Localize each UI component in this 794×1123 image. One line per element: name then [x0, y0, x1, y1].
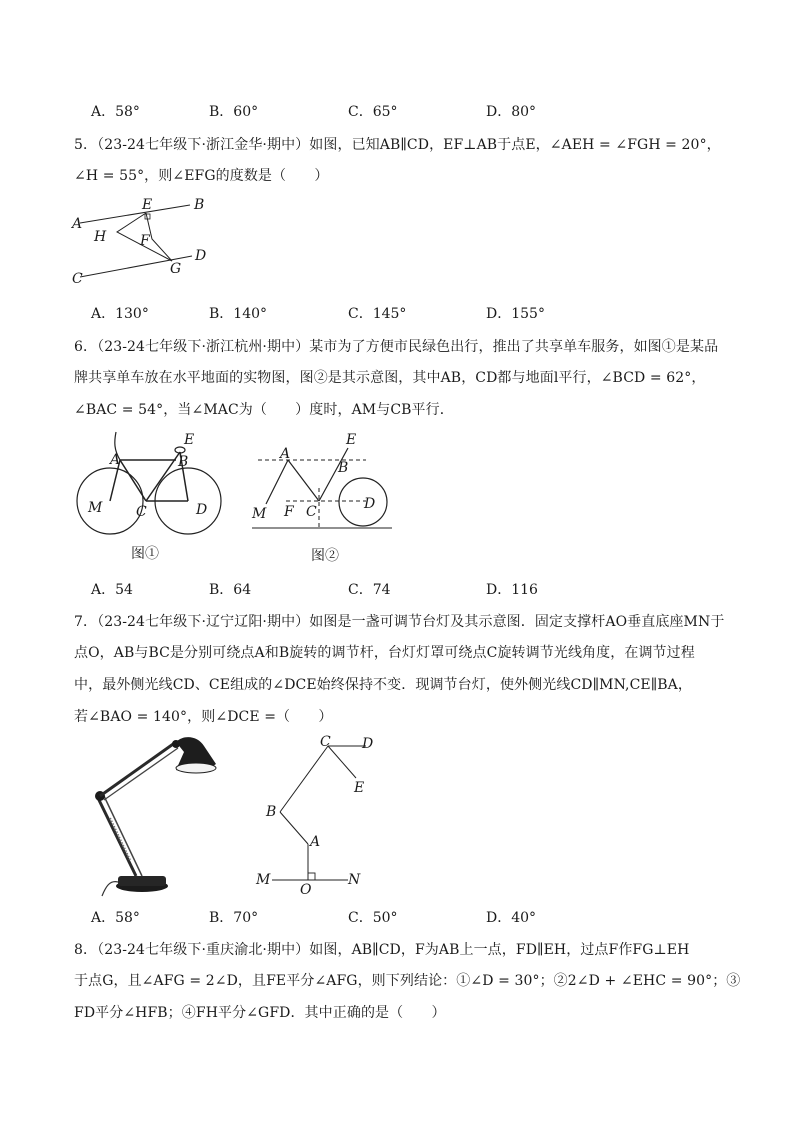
q7-label-c: C: [320, 734, 331, 750]
q7-option-d[interactable]: D．40°: [486, 910, 537, 926]
q5-option-c[interactable]: C．145°: [348, 306, 407, 322]
q8-stem-line-2: 于点G，且∠AFG = 2∠D，且FE平分∠AFG，则下列结论：①∠D = 30°；②2∠D + ∠EHC = 90°；③: [74, 973, 741, 989]
q6-fig2-label-b: B: [338, 460, 349, 476]
q5-label-f: F: [140, 233, 150, 249]
q4-option-a[interactable]: A．58°: [91, 104, 140, 120]
q7-stem-line-1: 7．（23-24七年级下·辽宁辽阳·期中）如图是一盏可调节台灯及其示意图．固定支撑杆AO垂直底座MN于: [74, 614, 725, 630]
q6-fig1-label-e: E: [184, 432, 195, 448]
q6-option-d[interactable]: D．116: [486, 582, 538, 598]
q5-label-g: G: [170, 261, 182, 277]
q7-figure: [252, 732, 392, 902]
q6-fig2-label-e: E: [346, 432, 357, 448]
q6-figure-2-caption: 图②: [311, 548, 339, 564]
q5-label-a: A: [72, 216, 83, 232]
q6-stem-line-2: 牌共享单车放在水平地面的实物图，图②是其示意图，其中AB，CD都与地面l平行，∠BCD = 62°，: [74, 370, 706, 386]
q8-stem-line-1: 8．（23-24七年级下·重庆渝北·期中）如图，AB∥CD，F为AB上一点，FD∥EH，过点F作FG⊥EH: [74, 942, 690, 958]
q7-stem-line-3: 中，最外侧光线CD、CE组成的∠DCE始终保持不变．现调节台灯，使外侧光线CD∥MN,CE∥BA，: [74, 677, 692, 693]
q5-figure: [70, 195, 220, 285]
q7-option-b[interactable]: B．70°: [209, 910, 259, 926]
q6-fig1-label-m: M: [88, 500, 103, 516]
q7-options: [0, 907, 794, 929]
q7-stem-line-4: 若∠BAO = 140°，则∠DCE =（ ）: [74, 709, 333, 725]
q6-fig1-label-a: A: [110, 452, 121, 468]
q5-label-h: H: [94, 229, 107, 245]
q6-option-b[interactable]: B．64: [209, 582, 252, 598]
q7-option-c[interactable]: C．50°: [348, 910, 398, 926]
q7-label-m: M: [256, 872, 271, 888]
q5-option-d[interactable]: D．155°: [486, 306, 545, 322]
q6-options: [0, 579, 794, 601]
q8-stem-line-3: FD平分∠HFB；④FH平分∠GFD．其中正确的是（ ）: [74, 1005, 446, 1021]
q6-figure-1-bicycle: [68, 428, 228, 538]
q7-label-e: E: [354, 780, 365, 796]
q5-option-b[interactable]: B．140°: [209, 306, 268, 322]
q5-option-a[interactable]: A．130°: [91, 306, 149, 322]
q6-option-c[interactable]: C．74: [348, 582, 391, 598]
q6-fig1-label-d: D: [196, 502, 208, 518]
q6-fig2-label-c: C: [306, 504, 317, 520]
q5-options: [0, 303, 794, 325]
q6-fig2-label-m: M: [252, 506, 267, 522]
q7-option-a[interactable]: A．58°: [91, 910, 140, 926]
q7-label-a: A: [310, 834, 321, 850]
q7-label-o: O: [300, 882, 312, 898]
q7-stem-line-2: 点O，AB与BC是分别可绕点A和B旋转的调节杆，台灯灯罩可绕点C旋转调节光线角度，在调节过程: [74, 645, 695, 661]
q7-label-n: N: [348, 872, 361, 888]
q5-stem-line-2: ∠H = 55°，则∠EFG的度数是（ ）: [74, 168, 329, 184]
q7-desk-lamp-photo: [80, 730, 220, 900]
q4-options: [0, 101, 794, 123]
q6-fig1-label-c: C: [136, 504, 147, 520]
q6-stem-line-3: ∠BAC = 54°，当∠MAC为（ ）度时，AM与CB平行．: [74, 402, 454, 418]
q6-fig2-label-a: A: [280, 446, 291, 462]
q5-label-e: E: [142, 197, 153, 213]
q7-label-b: B: [266, 804, 277, 820]
q6-figure-1-caption: 图①: [131, 546, 159, 562]
q6-stem-line-1: 6．（23-24七年级下·浙江杭州·期中）某市为了方便市民绿色出行，推出了共享单车服务，如图①是某品: [74, 339, 719, 355]
q6-fig1-label-b: B: [178, 454, 189, 470]
q4-option-d[interactable]: D．80°: [486, 104, 537, 120]
q6-fig2-label-f: F: [284, 504, 294, 520]
q4-option-b[interactable]: B．60°: [209, 104, 259, 120]
q6-fig2-label-d: D: [364, 496, 376, 512]
q4-option-c[interactable]: C．65°: [348, 104, 398, 120]
q6-figure-2-schematic: [246, 428, 406, 538]
q5-label-b: B: [194, 197, 205, 213]
q5-label-c: C: [72, 271, 83, 287]
q6-option-a[interactable]: A．54: [91, 582, 133, 598]
q5-label-d: D: [195, 248, 207, 264]
q7-label-d: D: [362, 736, 374, 752]
q5-stem-line-1: 5．（23-24七年级下·浙江金华·期中）如图，已知AB∥CD，EF⊥AB于点E，∠AEH = ∠FGH = 20°，: [74, 137, 721, 153]
